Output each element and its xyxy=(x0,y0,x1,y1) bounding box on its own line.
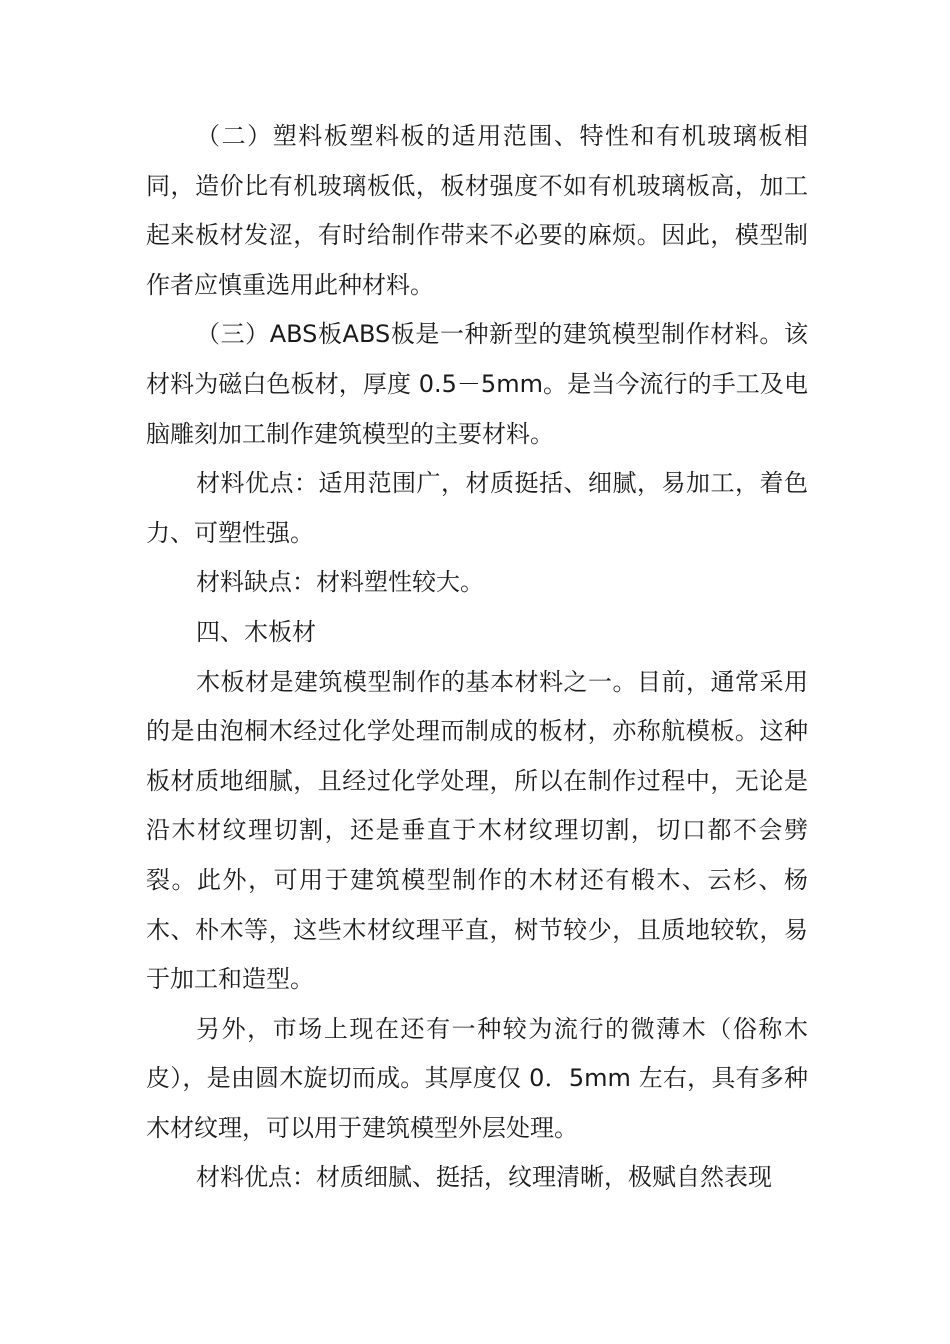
paragraph-abs-advantages: 材料优点：适用范围广，材质挺括、细腻，易加工，着色力、可塑性强。 xyxy=(146,469,808,547)
paragraph-plastic-board: （二）塑料板塑料板的适用范围、特性和有机玻璃板相同，造价比有机玻璃板低，板材强度不如有机玻璃板高，加工起来板材发涩，有时给制作带来不必要的麻烦。因此，模型制作者应慎重选用此种材料。 xyxy=(146,122,808,299)
section-heading-wood-board: 四、木板材 xyxy=(196,617,316,646)
paragraph-abs-board: （三）ABS板ABS板是一种新型的建筑模型制作材料。该材料为磁白色板材，厚度 0.5－5mm。是当今流行的手工及电脑雕刻加工制作建筑模型的主要材料。 xyxy=(146,320,808,448)
paragraph-abs-disadvantages: 材料缺点：材料塑性较大。 xyxy=(196,568,484,597)
document-body xyxy=(146,112,808,1203)
paragraph-wood-board: 木板材是建筑模型制作的基本材料之一。目前，通常采用的是由泡桐木经过化学处理而制成的板材，亦称航模板。这种板材质地细腻，且经过化学处理，所以在制作过程中，无论是沿木材纹理切割，还是垂直于木材纹理切割，切口都不会劈裂。此外，可用于建筑模型制作的木材还有椴木、云杉、杨木、朴木等，这些木材纹理平直，树节较少，且质地较软，易于加工和造型。 xyxy=(146,667,808,994)
paragraph-veneer-advantages: 材料优点：材质细腻、挺括，纹理清晰，极赋自然表现 xyxy=(196,1163,772,1192)
paragraph-veneer: 另外，市场上现在还有一种较为流行的微薄木（俗称木皮），是由圆木旋切而成。其厚度仅 0．5mm 左右，具有多种木材纹理，可以用于建筑模型外层处理。 xyxy=(146,1014,808,1142)
